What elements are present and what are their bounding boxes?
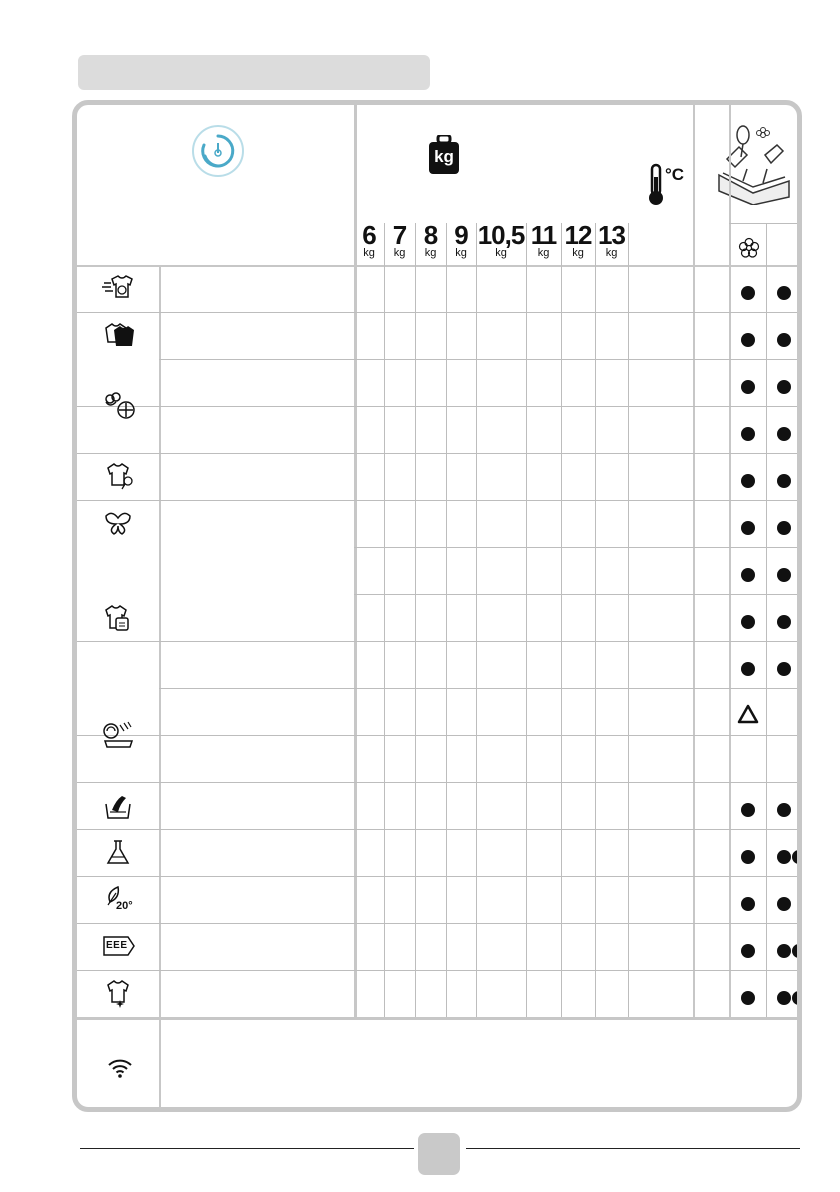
compartment-dot [741, 615, 755, 629]
rinse-spin-icon [102, 719, 136, 751]
row-line-icon [77, 923, 159, 924]
row-line-description [159, 312, 354, 313]
compartment-dot [777, 944, 791, 958]
wifi-divider [77, 1017, 797, 1020]
row-line-description [159, 970, 354, 971]
capacity-label [526, 220, 561, 259]
shirt-speed-icon [102, 273, 136, 305]
row-line-icon [77, 641, 159, 642]
capacity-number: 11 [530, 220, 557, 250]
compartment-dot [792, 991, 802, 1005]
butterfly-icon [102, 508, 136, 540]
compartment-dot [777, 897, 791, 911]
row-line-description [159, 829, 354, 830]
footer-rule-right [466, 1148, 800, 1149]
capacity-unit: kg [363, 247, 375, 259]
flower-icon [738, 237, 760, 259]
row-line-description [159, 688, 354, 689]
compartment-dot [741, 427, 755, 441]
eco-20-label: 20° [116, 899, 133, 912]
compartment-dot [777, 521, 791, 535]
compartment-dot [741, 803, 755, 817]
capacity-column-line [526, 223, 527, 1017]
flask-icon [102, 837, 136, 869]
thermometer-icon [645, 163, 667, 207]
capacity-column-line [384, 223, 385, 1017]
capacity-number: 12 [564, 220, 592, 250]
capacity-unit: kg [495, 247, 507, 259]
capacity-unit: kg [572, 247, 584, 259]
row-line-data [354, 594, 797, 595]
dark-clothes-icon [102, 320, 136, 352]
row-line-description [159, 406, 354, 407]
compartment-dot [741, 897, 755, 911]
row-line-data [354, 782, 797, 783]
row-line-data [354, 970, 797, 971]
eco-20-icon [102, 884, 136, 916]
compartment-dot [777, 662, 791, 676]
compartment-triangle [737, 704, 759, 729]
row-line-icon [77, 500, 159, 501]
shirt-tag-icon [102, 461, 136, 493]
capacity-label [595, 220, 628, 259]
compartment-dot [741, 944, 755, 958]
weight-icon [427, 135, 461, 175]
temperature-column-divider [693, 105, 695, 1017]
compartment-dot [777, 803, 791, 817]
capacity-label [354, 220, 384, 259]
row-line-description [159, 641, 354, 642]
row-line-data [354, 641, 797, 642]
capacity-label [476, 220, 526, 259]
header-divider [77, 265, 797, 267]
detergent-sub-column-line [801, 223, 802, 1017]
compartment-dot [741, 850, 755, 864]
row-line-data [354, 500, 797, 501]
shirt-sparkle-icon [102, 978, 136, 1010]
compartment-dot [777, 474, 791, 488]
compartment-dot [777, 286, 791, 300]
capacity-number: 10,5 [477, 220, 525, 250]
capacity-unit: kg [537, 247, 550, 259]
cotton-plus-icon [102, 390, 136, 422]
capacity-column-line [628, 223, 629, 1017]
compartment-dot [777, 427, 791, 441]
capacity-unit: kg [393, 247, 406, 259]
footer-rule-left [80, 1148, 414, 1149]
compartment-dot [741, 286, 755, 300]
capacity-label [415, 220, 446, 259]
row-line-description [159, 500, 354, 501]
capacity-column-line [595, 223, 596, 1017]
detergent-sub-column-line [766, 223, 767, 1017]
row-line-data [354, 547, 797, 548]
compartment-dot [777, 333, 791, 347]
row-line-data [354, 923, 797, 924]
wifi-icon [107, 1057, 133, 1079]
row-line-data [354, 829, 797, 830]
compartment-dot [777, 568, 791, 582]
row-line-icon [77, 312, 159, 313]
compartment-dot [741, 991, 755, 1005]
compartment-dot [741, 333, 755, 347]
compartment-dot [792, 850, 802, 864]
icon-column-divider [159, 265, 161, 1107]
compartment-dot [741, 568, 755, 582]
capacity-label [446, 220, 476, 259]
page-number-box [418, 1133, 460, 1175]
shirt-detergent-icon [102, 602, 136, 634]
capacity-unit: kg [455, 247, 467, 259]
compartment-dot [777, 850, 791, 864]
compartment-dot [777, 615, 791, 629]
row-line-description [159, 453, 354, 454]
capacity-column-line [561, 223, 562, 1017]
row-line-icon [77, 829, 159, 830]
capacity-number: 6 [362, 220, 376, 250]
capacity-number: 8 [423, 220, 438, 250]
detergent-column-divider [729, 105, 731, 1017]
capacity-number: 7 [392, 220, 407, 250]
hand-wash-icon [102, 790, 136, 822]
section-title-bar [78, 55, 430, 90]
compartment-dot [741, 380, 755, 394]
temperature-label: °C [665, 165, 685, 184]
capacity-column-line [446, 223, 447, 1017]
detergent-sub-header-line [729, 223, 797, 224]
program-knob-icon [191, 124, 245, 178]
capacity-unit: kg [605, 247, 618, 259]
row-line-description [159, 923, 354, 924]
row-line-data [354, 688, 797, 689]
compartment-dot [741, 662, 755, 676]
capacity-label [561, 220, 595, 259]
row-line-description [159, 782, 354, 783]
capacity-column-line [476, 223, 477, 1017]
capacity-number: 9 [454, 220, 468, 250]
capacity-label [384, 220, 415, 259]
compartment-dot [741, 521, 755, 535]
row-line-data [354, 406, 797, 407]
row-line-description [159, 735, 354, 736]
row-line-data [354, 876, 797, 877]
compartment-dot [777, 380, 791, 394]
row-line-icon [77, 453, 159, 454]
capacity-column-line [415, 223, 416, 1017]
detergent-drawer-icon [713, 125, 793, 205]
compartment-dot [777, 991, 791, 1005]
program-table [72, 100, 802, 1112]
eee-icon [102, 931, 136, 963]
row-line-description [159, 876, 354, 877]
row-line-icon [77, 970, 159, 971]
row-line-data [354, 359, 797, 360]
compartment-dot [741, 474, 755, 488]
row-line-icon [77, 876, 159, 877]
row-line-icon [77, 782, 159, 783]
row-line-data [354, 735, 797, 736]
row-line-data [354, 453, 797, 454]
eee-label: EEE [106, 939, 128, 951]
capacity-unit: kg [424, 247, 437, 259]
weight-icon-label: kg [434, 147, 454, 166]
capacity-number: 13 [598, 220, 625, 250]
row-line-data [354, 312, 797, 313]
row-line-description [159, 359, 354, 360]
compartment-dot [792, 944, 802, 958]
